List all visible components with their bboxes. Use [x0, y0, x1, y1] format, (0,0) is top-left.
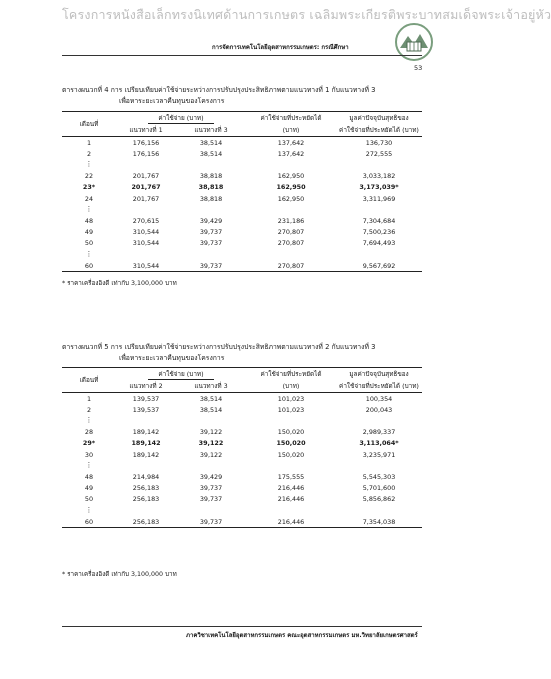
cell-month: 24	[84, 194, 94, 203]
cell-b: 39,737	[176, 516, 246, 528]
table-row	[62, 260, 422, 272]
cell-a: 189,142	[132, 450, 160, 459]
cell-b: 39,429	[199, 472, 223, 481]
table-row	[62, 471, 422, 482]
col-header-cost-text: ค่าใช้จ่าย (บาท)	[148, 369, 213, 380]
empty-cell	[246, 204, 336, 215]
cell-a: 270,615	[132, 216, 160, 225]
cell-b: 38,514	[199, 149, 223, 158]
empty-cell	[336, 249, 422, 260]
footer-divider	[62, 626, 422, 627]
cell-saved: 150,020	[277, 450, 305, 459]
empty-cell	[116, 415, 176, 426]
col-header-saved-unit: (บาท)	[246, 380, 336, 393]
cell-npv: 2,989,337	[362, 428, 396, 437]
cell-b: 39,122	[199, 450, 223, 459]
cell-npv: 7,354,038	[336, 516, 422, 528]
empty-cell	[176, 505, 246, 516]
cell-month: 1	[86, 138, 92, 147]
empty-cell	[336, 505, 422, 516]
empty-cell	[336, 415, 422, 426]
cell-saved: 101,023	[277, 405, 305, 414]
empty-cell	[116, 159, 176, 170]
empty-cell	[176, 204, 246, 215]
cell-saved: 216,446	[246, 516, 336, 528]
cell-a: 176,156	[132, 149, 160, 158]
table-row	[62, 204, 422, 215]
caption-line: ตารางผนวกที่ 4 การ เปรียบเทียบค่าใช้จ่ายระหว่างการปรับปรุงประสิทธิภาพตามแนวทางที่ 1 กับแนวทางที่ 3	[62, 86, 376, 94]
col-header-saved-unit: (บาท)	[246, 124, 336, 137]
col-header-month: เดือนที่	[62, 112, 116, 137]
table-caption	[62, 341, 376, 362]
col-header-approach-a: แนวทางที่ 2	[116, 380, 176, 393]
col-header-npv: มูลค่าปัจจุบันสุทธิของ	[336, 112, 422, 125]
footer-text: ภาควิชาเทคโนโลยีอุตสาหกรรมเกษตร คณะอุตสาหกรรมเกษตร มห.วิทยาลัยเกษตรศาสตร์	[186, 632, 418, 639]
cell-b: 38,818	[199, 194, 223, 203]
table-row	[62, 193, 422, 204]
col-header-saved: ค่าใช้จ่ายที่ประหยัดได้	[246, 368, 336, 381]
cell-saved: 137,642	[277, 138, 305, 147]
cell-saved: 101,023	[277, 394, 305, 403]
cell-month: 22	[84, 172, 94, 181]
cell-npv: 3,113,064*	[359, 439, 399, 448]
cell-b: 39,122	[198, 439, 224, 448]
cell-month: 2	[86, 149, 92, 158]
cell-month: 49	[84, 228, 94, 237]
table-row	[62, 148, 422, 159]
empty-cell	[176, 460, 246, 471]
cell-npv: 3,235,971	[362, 450, 396, 459]
cell-npv: 5,856,862	[362, 495, 396, 504]
cell-a: 139,537	[132, 405, 160, 414]
table-row	[62, 483, 422, 494]
cell-npv: 9,567,692	[336, 260, 422, 272]
empty-cell	[336, 204, 422, 215]
cell-saved: 270,807	[277, 239, 305, 248]
cell-b: 38,818	[198, 183, 224, 192]
empty-cell	[336, 460, 422, 471]
cell-npv: 272,555	[365, 149, 393, 158]
cell-npv: 5,701,600	[362, 484, 396, 493]
cell-saved: 162,950	[277, 172, 305, 181]
cell-a: 214,984	[132, 472, 160, 481]
empty-cell	[246, 249, 336, 260]
col-header-month: เดือนที่	[62, 368, 116, 393]
cell-b: 39,122	[199, 428, 223, 437]
col-header-cost	[116, 112, 246, 125]
table-row	[62, 427, 422, 438]
cell-b: 38,818	[199, 172, 223, 181]
empty-cell	[246, 505, 336, 516]
cell-a: 256,183	[132, 484, 160, 493]
cell-npv: 100,354	[365, 394, 393, 403]
department-logo	[392, 22, 436, 62]
cell-month: 60	[62, 260, 116, 272]
cell-b: 39,429	[199, 216, 223, 225]
cell-npv: 136,730	[365, 138, 393, 147]
cell-a: 189,142	[132, 428, 160, 437]
cell-month: 23*	[82, 183, 96, 192]
table-row	[62, 137, 422, 149]
table-note: * ราคาเครื่องอิงดี เท่ากับ 3,100,000 บาท	[62, 280, 177, 287]
empty-cell	[116, 505, 176, 516]
empty-cell	[246, 460, 336, 471]
table-row	[62, 449, 422, 460]
col-header-approach-b: แนวทางที่ 3	[176, 380, 246, 393]
cell-a: 139,537	[132, 394, 160, 403]
table-row	[62, 494, 422, 505]
ellipsis-cell: ⋮	[85, 505, 93, 514]
cell-npv: 3,311,969	[362, 194, 396, 203]
cell-month: 48	[84, 216, 94, 225]
table-row	[62, 238, 422, 249]
ellipsis-cell: ⋮	[85, 160, 93, 169]
cell-saved: 216,446	[277, 484, 305, 493]
cell-b: 38,514	[199, 138, 223, 147]
cell-b: 39,737	[199, 239, 223, 248]
cell-a: 201,767	[132, 194, 160, 203]
cell-month: 50	[84, 495, 94, 504]
cell-a: 201,767	[131, 183, 161, 192]
table-row	[62, 460, 422, 471]
col-header-cost-text: ค่าใช้จ่าย (บาท)	[148, 113, 213, 124]
cell-npv: 200,043	[365, 405, 393, 414]
cell-month: 29*	[82, 439, 96, 448]
ellipsis-cell: ⋮	[85, 461, 93, 470]
cell-saved: 137,642	[277, 149, 305, 158]
table-caption	[62, 84, 376, 105]
cell-npv: 7,694,493	[362, 239, 396, 248]
table-row	[62, 516, 422, 528]
empty-cell	[246, 415, 336, 426]
cell-a: 310,544	[132, 228, 160, 237]
table-row	[62, 215, 422, 226]
ellipsis-cell: ⋮	[85, 249, 93, 258]
col-header-saved: ค่าใช้จ่ายที่ประหยัดได้	[246, 112, 336, 125]
page-number: 53	[414, 64, 423, 72]
col-header-approach-b: แนวทางที่ 3	[176, 124, 246, 137]
cell-a: 201,767	[132, 172, 160, 181]
caption-line: ตารางผนวกที่ 5 การ เปรียบเทียบค่าใช้จ่ายระหว่างการปรับปรุงประสิทธิภาพตามแนวทางที่ 2 กับแนวทางที่ 3	[62, 343, 376, 351]
cell-saved: 150,020	[276, 439, 306, 448]
ellipsis-cell: ⋮	[85, 205, 93, 214]
empty-cell	[176, 159, 246, 170]
empty-cell	[246, 159, 336, 170]
col-header-npv-unit: ค่าใช้จ่ายที่ประหยัดได้ (บาท)	[336, 124, 422, 137]
col-header-npv-unit: ค่าใช้จ่ายที่ประหยัดได้ (บาท)	[336, 380, 422, 393]
cell-month: 30	[84, 450, 94, 459]
cell-saved: 231,186	[277, 216, 305, 225]
empty-cell	[176, 415, 246, 426]
table-row	[62, 505, 422, 516]
cell-npv: 3,033,182	[362, 172, 396, 181]
col-header-npv: มูลค่าปัจจุบันสุทธิของ	[336, 368, 422, 381]
cell-a: 176,156	[132, 138, 160, 147]
cell-b: 38,514	[199, 405, 223, 414]
table-row	[62, 227, 422, 238]
header-title: การจัดการเทคโนโลยีอุตสาหกรรมเกษตร: กรณีศึกษา	[212, 44, 349, 51]
cell-b: 39,737	[176, 260, 246, 272]
cell-a: 310,544	[116, 260, 176, 272]
cell-saved: 162,950	[277, 194, 305, 203]
cell-month: 28	[84, 428, 94, 437]
data-table	[62, 367, 422, 528]
table-row	[62, 249, 422, 260]
cell-month: 48	[84, 472, 94, 481]
cell-saved: 216,446	[277, 495, 305, 504]
cell-month: 50	[84, 239, 94, 248]
cell-month: 2	[86, 405, 92, 414]
table-row	[62, 159, 422, 170]
empty-cell	[176, 249, 246, 260]
empty-cell	[116, 460, 176, 471]
caption-line: เพื่อหาระยะเวลาคืนทุนของโครงการ	[119, 354, 225, 362]
cell-month: 49	[84, 484, 94, 493]
cell-b: 39,737	[199, 495, 223, 504]
cell-a: 189,142	[131, 439, 161, 448]
cell-npv: 3,173,039*	[359, 183, 399, 192]
cell-npv: 5,545,303	[362, 472, 396, 481]
header-divider	[62, 55, 422, 56]
cell-month: 1	[86, 394, 92, 403]
col-header-cost	[116, 368, 246, 381]
ellipsis-cell: ⋮	[85, 416, 93, 425]
cell-a: 256,183	[132, 495, 160, 504]
cell-saved: 175,555	[277, 472, 305, 481]
cell-npv: 7,500,236	[362, 228, 396, 237]
col-header-approach-a: แนวทางที่ 1	[116, 124, 176, 137]
cell-saved: 270,807	[246, 260, 336, 272]
table-row	[62, 182, 422, 193]
cell-month: 60	[62, 516, 116, 528]
table-row	[62, 415, 422, 426]
cell-a: 310,544	[132, 239, 160, 248]
caption-line: เพื่อหาระยะเวลาคืนทุนของโครงการ	[119, 97, 225, 105]
table-row	[62, 438, 422, 449]
empty-cell	[336, 159, 422, 170]
cell-b: 39,737	[199, 484, 223, 493]
table-row	[62, 404, 422, 415]
cell-saved: 270,807	[277, 228, 305, 237]
table-note: * ราคาเครื่องอิงดี เท่ากับ 3,100,000 บาท	[62, 571, 177, 578]
empty-cell	[116, 204, 176, 215]
cell-b: 39,737	[199, 228, 223, 237]
empty-cell	[116, 249, 176, 260]
cell-saved: 150,020	[277, 428, 305, 437]
data-table	[62, 111, 422, 272]
top-banner: โครงการหนังสือเล็กทรงนิเทศด้านการเกษตร เฉลิมพระเกียรติพระบาทสมเด็จพระเจ้าอยู่หัว	[62, 7, 551, 22]
table-row	[62, 171, 422, 182]
table-row	[62, 393, 422, 405]
cell-npv: 7,304,684	[362, 216, 396, 225]
cell-b: 38,514	[199, 394, 223, 403]
cell-a: 256,183	[116, 516, 176, 528]
cell-saved: 162,950	[276, 183, 306, 192]
